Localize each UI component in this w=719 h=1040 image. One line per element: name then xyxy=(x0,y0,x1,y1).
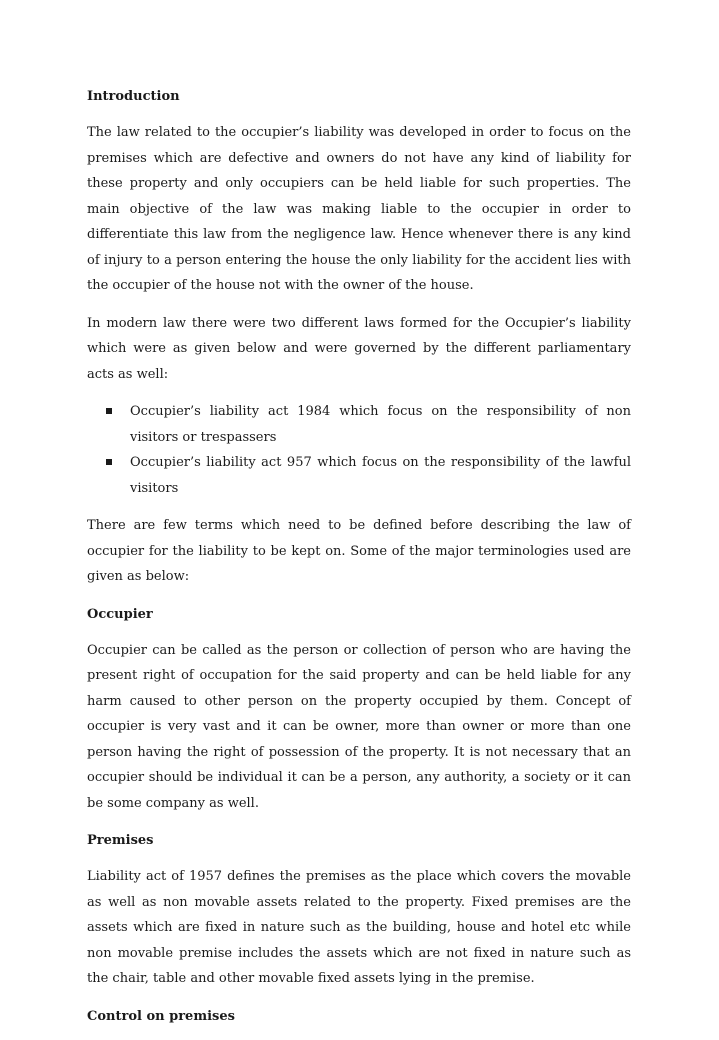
heading-control-on-premises: Control on premises xyxy=(87,1008,235,1024)
bullet-text: Occupier’s liability act 1984 which focus on the responsibility of non visitors or trespassers xyxy=(130,404,631,445)
intro-paragraph-2: In modern law there were two different laws formed for the Occupier’s liability which were as given below and were governed by the different parliamentary acts as well: xyxy=(87,315,631,382)
heading-premises: Premises xyxy=(87,833,154,848)
square-bullet-icon xyxy=(106,408,112,414)
heading-introduction: Introduction xyxy=(87,89,180,104)
heading-occupier: Occupier xyxy=(87,606,153,622)
document-page xyxy=(87,84,631,1040)
bullet-item xyxy=(87,450,631,501)
square-bullet-icon xyxy=(106,459,112,465)
intro-paragraph-3: There are few terms which need to be defined before describing the law of occupier for the liability to be kept on. Some of the major terminologies used are given as below: xyxy=(87,518,631,584)
bullet-item xyxy=(87,399,631,450)
premises-paragraph: Liability act of 1957 defines the premises as the place which covers the movable as well as non movable assets related to the property. Fixed premises are the assets which are fixed in nature such as the building, house and hotel etc while non movable premise includes the assets which are not fixed in nature such as the chair, table and other movable fixed assets lying in the premise. xyxy=(87,869,631,986)
intro-paragraph-1: The law related to the occupier’s liability was developed in order to focus on the premises which are defective and owners do not have any kind of liability for these property and only occupiers can be held liable for such properties. The main objective of the law was making liable to the occupier in order to differentiate this law from the negligence law. Hence whenever there is any kind of injury to a person entering the house the only liability for the accident lies with the occupier of the house not with the owner of the house. xyxy=(87,125,631,293)
acts-bullet-list xyxy=(87,399,631,501)
occupier-paragraph: Occupier can be called as the person or collection of person who are having the present right of occupation for the said property and can be held liable for any harm caused to other person on the property occupied by them. Concept of occupier is very vast and it can be owner, more than owner or more than one person having the right of possession of the property. It is not necessary that an occupier should be individual it can be a person, any authority, a society or it can be some company as well. xyxy=(87,642,631,811)
bullet-text: Occupier’s liability act 957 which focus on the responsibility of the lawful visitors xyxy=(130,455,631,496)
